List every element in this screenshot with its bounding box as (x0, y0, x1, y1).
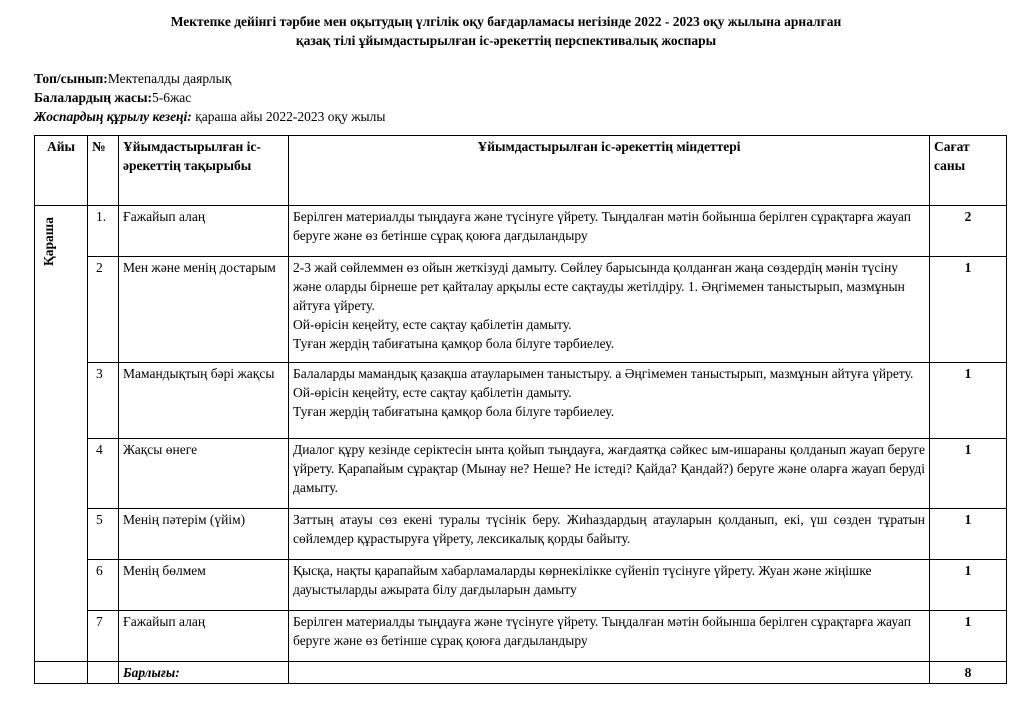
row-num: 1. (88, 206, 119, 257)
row-tasks: Балаларды мамандық қазақша атауларымен таныстыру. а Әңгімемен таныстырып, мазмұнын айтуға үйрету. Ой-өрісін кеңейту, есте сақтау қабілетін дамыту. Туған жердің табиғатына қамқор бола білуге тәрбиелеу. (289, 363, 930, 439)
title-line-1: Мектепке дейінгі тәрбие мен оқытудың үлгілік оқу бағдарламасы негізінде 2022 - 2023 оқу жылына арналған (170, 14, 842, 29)
plan-table (34, 135, 1007, 684)
row-tasks: Берілген материалды тыңдауға және түсінуге үйрету. Тыңдалған мәтін бойынша берілген сұрақтарға жауап беруге және өз бетінше сұрақ қоюға дағдыландыру (289, 206, 930, 257)
row-num: 3 (88, 363, 119, 439)
table-row (35, 509, 1007, 560)
row-num: 7 (88, 611, 119, 662)
meta-group (34, 69, 385, 88)
meta-period-value: қараша айы 2022-2023 оқу жылы (191, 109, 386, 124)
total-empty-num (88, 662, 119, 684)
row-num: 6 (88, 560, 119, 611)
document-title (0, 12, 1012, 50)
row-tasks: Қысқа, нақты қарапайым хабарламаларды көрнекілікке сүйеніп түсінуге үйрету. Жуан және жіңішке дауыстыларды ажырата білу дағдыларын дамыту (289, 560, 930, 611)
row-topic: Мен және менің достарым (119, 257, 289, 363)
table-row (35, 611, 1007, 662)
meta-period (34, 107, 385, 126)
meta-group-value: Мектепалды даярлық (107, 71, 232, 86)
month-label: Қараша (41, 217, 56, 266)
table-row (35, 257, 1007, 363)
plan-meta (34, 69, 385, 126)
month-cell (35, 206, 88, 662)
row-num: 2 (88, 257, 119, 363)
table-row (35, 206, 1007, 257)
table-row (35, 560, 1007, 611)
row-hours: 2 (930, 206, 1007, 257)
row-hours: 1 (930, 560, 1007, 611)
total-row (35, 662, 1007, 684)
row-tasks: 2-3 жай сөйлеммен өз ойын жеткізуді дамыту. Сөйлеу барысында қолданған жаңа сөздердің мәнін түсіну және оларды бірнеше рет қайталау арқылы есте сақтауды жетілдіру. 1. Әңгімемен таныстырып, мазмұнын айтуға үйрету. Ой-өрісін кеңейту, есте сақтау қабілетін дамыту. Туған жердің табиғатына қамқор бола білуге тәрбиелеу. (289, 257, 930, 363)
table-row (35, 363, 1007, 439)
row-tasks: Берілген материалды тыңдауға және түсінуге үйрету. Тыңдалған мәтін бойынша берілген сұрақтарға жауап беруге және өз бетінше сұрақ қоюға дағдыландыру (289, 611, 930, 662)
row-topic: Мамандықтың бәрі жақсы (119, 363, 289, 439)
total-empty-month (35, 662, 88, 684)
row-topic: Менің бөлмем (119, 560, 289, 611)
total-empty-tasks (289, 662, 930, 684)
total-hours: 8 (930, 662, 1007, 684)
table-row (35, 439, 1007, 509)
row-num: 4 (88, 439, 119, 509)
total-label: Барлығы: (119, 662, 289, 684)
row-hours: 1 (930, 257, 1007, 363)
header-month: Айы (35, 136, 88, 206)
row-hours: 1 (930, 363, 1007, 439)
header-hours: Сағат саны (930, 136, 1007, 206)
header-tasks: Ұйымдастырылған іс-әрекеттің міндеттері (289, 136, 930, 206)
meta-group-label: Топ/сынып: (34, 71, 108, 86)
row-hours: 1 (930, 611, 1007, 662)
meta-period-label: Жоспардың құрылу кезеңі: (34, 109, 192, 124)
row-topic: Менің пәтерім (үйім) (119, 509, 289, 560)
meta-age-value: 5-6жас (151, 90, 192, 105)
row-topic: Жақсы өнеге (119, 439, 289, 509)
row-topic: Ғажайып алаң (119, 611, 289, 662)
row-tasks: Заттың атауы сөз екені туралы түсінік беру. Жиһаздардың атауларын қолданып, екі, үш сөзден тұратын сөйлемдер құрастыруға үйрету, лексикалық қорды байыту. (289, 509, 930, 560)
meta-age (34, 88, 385, 107)
meta-age-label: Балалардың жасы: (34, 90, 152, 105)
row-topic: Ғажайып алаң (119, 206, 289, 257)
row-num: 5 (88, 509, 119, 560)
row-hours: 1 (930, 439, 1007, 509)
table-header-row (35, 136, 1007, 206)
header-topic: Ұйымдастырылған іс-әрекеттің тақырыбы (119, 136, 289, 206)
row-hours: 1 (930, 509, 1007, 560)
title-line-2: қазақ тілі ұйымдастырылған іс-әрекеттің перспективалық жоспары (295, 33, 717, 48)
row-tasks: Диалог құру кезінде серіктесін ынта қойып тыңдауға, жағдаятқа сәйкес ым-ишараны қолданып жауап беруге үйрету. Қарапайым сұрақтар (Мынау не? Неше? Не істеді? Қайда? Қандай?) беруге және оларға жауап беруді дамыту. (289, 439, 930, 509)
header-num: № (88, 136, 119, 206)
